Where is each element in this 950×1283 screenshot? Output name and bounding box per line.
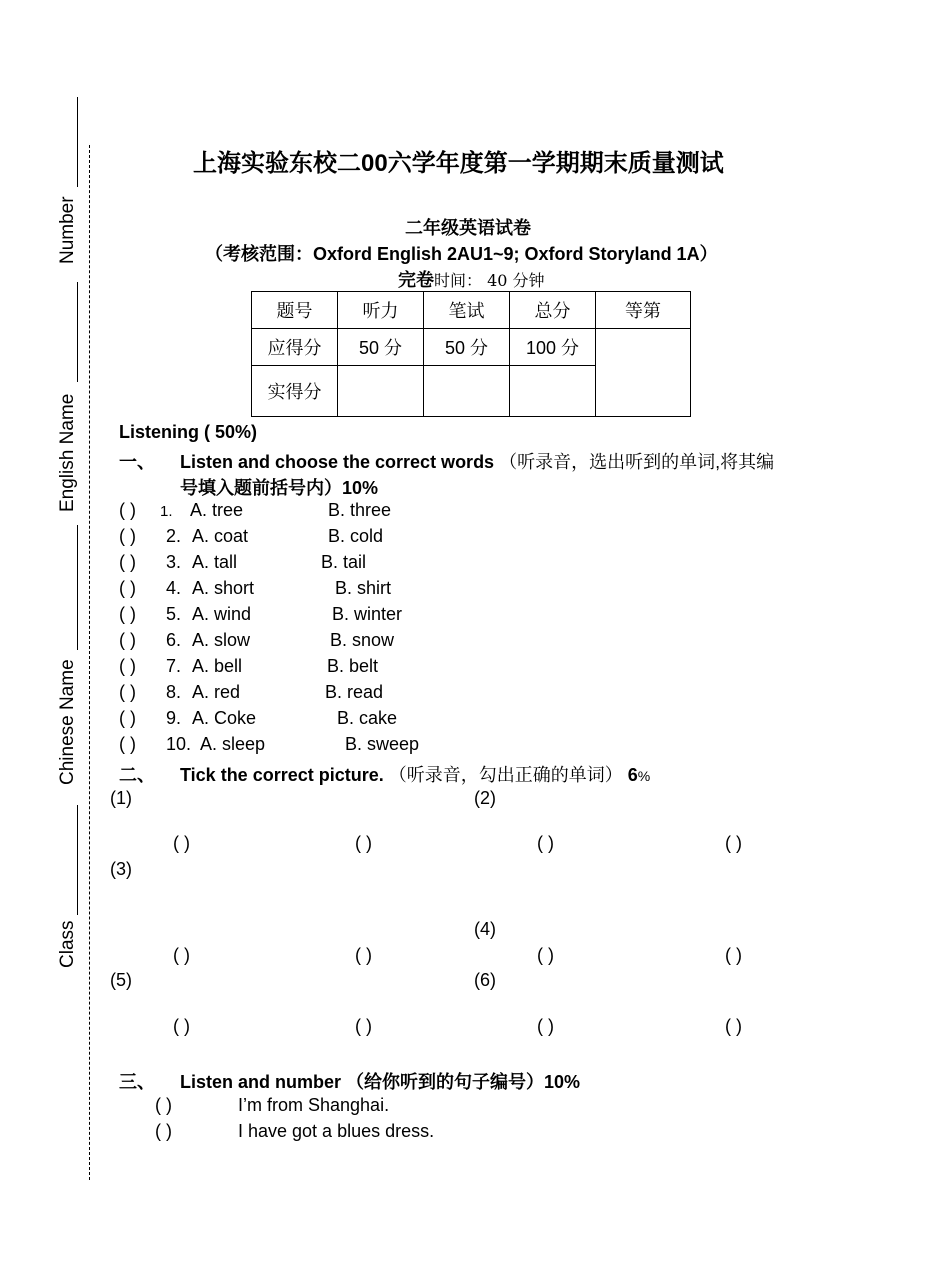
exam-time [398, 266, 545, 292]
picture-label-2: (2) [474, 788, 496, 808]
item-number: 6. [166, 630, 182, 650]
section2-score: 6 [627, 765, 638, 785]
table-cell: 100 分 [510, 329, 596, 366]
tick-blank[interactable]: ( ) [537, 1016, 554, 1036]
section2-title [180, 761, 650, 787]
item-number: 8. [166, 682, 182, 702]
item-number: 9. [166, 708, 182, 728]
table-header: 笔试 [424, 292, 510, 329]
answer-blank[interactable]: ( ) [119, 500, 136, 520]
item-number: 7. [166, 656, 182, 676]
item-number: 2. [166, 526, 182, 546]
tick-blank[interactable]: ( ) [725, 833, 742, 853]
answer-blank[interactable]: ( ) [119, 708, 136, 728]
tick-blank[interactable]: ( ) [725, 945, 742, 965]
option-a: A. bell [192, 656, 243, 676]
cut-line [89, 145, 90, 1180]
table-cell: 50 分 [338, 329, 424, 366]
section3-title [180, 1068, 580, 1094]
class-label: Class [57, 920, 78, 968]
option-b: B. tail [321, 552, 367, 572]
list-item [119, 708, 136, 729]
answer-blank[interactable]: ( ) [119, 552, 136, 572]
list-item [119, 526, 136, 547]
section3-num: 三、 [119, 1072, 155, 1092]
section3-note: （给你听到的句子编号）10% [346, 1072, 581, 1092]
score-input-cell[interactable] [510, 366, 596, 417]
answer-blank[interactable]: ( ) [119, 656, 136, 676]
list-item [119, 682, 136, 703]
option-a: A. short [192, 578, 255, 598]
option-b: B. snow [330, 630, 395, 650]
option-a: A. wind [192, 604, 252, 624]
section1-note2: 号填入题前括号内）10% [180, 478, 379, 498]
option-a: A. Coke [192, 708, 257, 728]
option-b: B. shirt [335, 578, 392, 598]
answer-blank[interactable]: ( ) [119, 578, 136, 598]
margin-line-number [77, 282, 78, 382]
sentence: I have got a blues dress. [238, 1121, 435, 1141]
option-b: B. belt [327, 656, 379, 676]
option-a: A. tree [190, 500, 244, 520]
table-header: 题号 [252, 292, 338, 329]
section1-title [180, 448, 774, 474]
score-input-cell[interactable] [338, 366, 424, 417]
margin-line-chinese [77, 805, 78, 915]
tick-blank[interactable]: ( ) [355, 833, 372, 853]
time-label: 完卷 [398, 270, 434, 290]
option-b: B. winter [332, 604, 403, 624]
section2-title-text: Tick the correct picture. [180, 765, 384, 785]
time-value: 时间： 40 分钟 [434, 271, 545, 290]
option-b: B. cold [328, 526, 384, 546]
score-table [251, 291, 691, 417]
number-blank[interactable]: ( ) [155, 1121, 172, 1141]
score-input-cell[interactable] [424, 366, 510, 417]
answer-blank[interactable]: ( ) [119, 682, 136, 702]
margin-line-english [77, 525, 78, 650]
tick-blank[interactable]: ( ) [173, 833, 190, 853]
picture-label-4: (4) [474, 919, 496, 939]
option-a: A. tall [192, 552, 238, 572]
chinese-name-label: Chinese Name [57, 659, 78, 785]
item-number: 5. [166, 604, 182, 624]
option-b: B. three [328, 500, 392, 520]
exam-scope: （考核范围：Oxford English 2AU1~9; Oxford Storyland 1A） [205, 244, 718, 264]
listening-header: Listening ( 50%) [119, 422, 258, 442]
item-number: 3. [166, 552, 182, 572]
section2-pct: % [637, 768, 651, 784]
table-cell: 应得分 [252, 329, 338, 366]
option-b: B. sweep [345, 734, 420, 754]
item-number: 1. [160, 503, 173, 520]
picture-label-3: (3) [110, 859, 132, 879]
number-label: Number [57, 196, 78, 264]
answer-blank[interactable]: ( ) [119, 604, 136, 624]
tick-blank[interactable]: ( ) [173, 945, 190, 965]
list-item [119, 552, 136, 573]
item-number: 10. [166, 734, 192, 754]
tick-blank[interactable]: ( ) [173, 1016, 190, 1036]
table-cell: 实得分 [252, 366, 338, 417]
tick-blank[interactable]: ( ) [355, 1016, 372, 1036]
number-blank[interactable]: ( ) [155, 1095, 172, 1115]
exam-title: 上海实验东校二00六学年度第一学期期末质量测试 [193, 150, 724, 177]
list-item [119, 630, 136, 651]
table-cell: 50 分 [424, 329, 510, 366]
picture-label-6: (6) [474, 970, 496, 990]
option-b: B. read [325, 682, 384, 702]
english-name-label: English Name [57, 393, 78, 512]
table-header: 等第 [596, 292, 691, 329]
answer-blank[interactable]: ( ) [119, 734, 136, 754]
section1-title-text: Listen and choose the correct words [180, 452, 495, 472]
sentence: I’m from Shanghai. [238, 1095, 390, 1115]
option-b: B. cake [337, 708, 398, 728]
list-item [119, 604, 136, 625]
tick-blank[interactable]: ( ) [355, 945, 372, 965]
margin-line-top [77, 97, 78, 187]
answer-blank[interactable]: ( ) [119, 630, 136, 650]
tick-blank[interactable]: ( ) [537, 833, 554, 853]
item-number: 4. [166, 578, 182, 598]
table-header: 听力 [338, 292, 424, 329]
grade-cell[interactable] [596, 329, 691, 417]
list-item [119, 734, 136, 755]
exam-subtitle: 二年级英语试卷 [405, 218, 531, 238]
section2-num: 二、 [119, 765, 155, 785]
answer-blank[interactable]: ( ) [119, 526, 136, 546]
tick-blank[interactable]: ( ) [537, 945, 554, 965]
list-item [119, 656, 136, 677]
option-a: A. sleep [200, 734, 266, 754]
option-a: A. coat [192, 526, 249, 546]
option-a: A. red [192, 682, 241, 702]
section3-title-text: Listen and number [180, 1072, 342, 1092]
table-header: 总分 [510, 292, 596, 329]
section2-note: （听录音，勾出正确的单词） [388, 765, 623, 785]
list-item [119, 578, 136, 599]
picture-label-1: (1) [110, 788, 132, 808]
option-a: A. slow [192, 630, 251, 650]
list-item [119, 500, 136, 521]
tick-blank[interactable]: ( ) [725, 1016, 742, 1036]
picture-label-5: (5) [110, 970, 132, 990]
section1-note: （听录音，选出听到的单词,将其编 [499, 452, 775, 472]
section1-num: 一、 [119, 452, 155, 472]
